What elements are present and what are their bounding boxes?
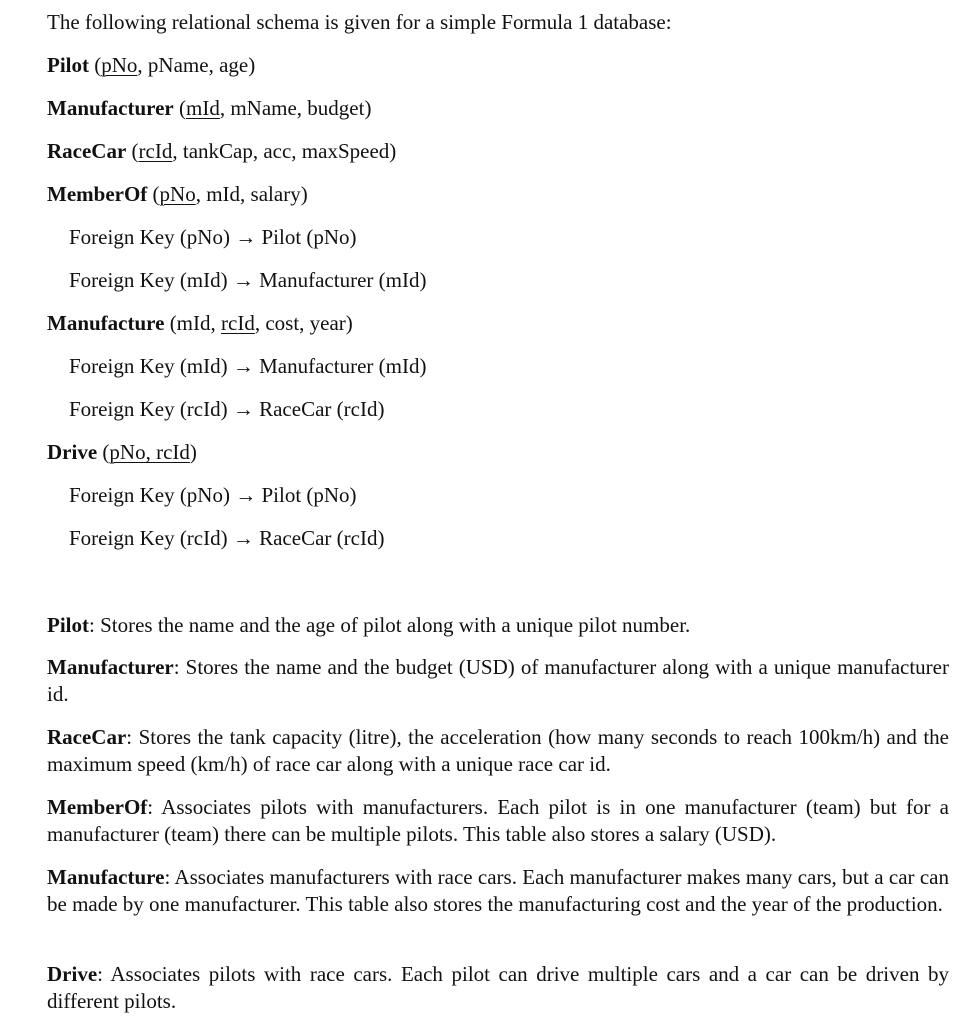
schema-manufacture-name: Manufacture xyxy=(47,311,165,335)
desc-drive xyxy=(47,961,949,1015)
desc-drive-term: Drive xyxy=(47,962,98,986)
schema-manufacture-attrs: , cost, year) xyxy=(254,311,353,335)
schema-manufacture-open: (mId, xyxy=(164,311,222,335)
schema-manufacturer-name: Manufacturer xyxy=(47,96,174,120)
schema-memberof-fk2: Foreign Key (mId) → Manufacturer (mId) xyxy=(69,268,427,292)
desc-memberof-text: : Associates pilots with manufacturers. Each pilot is in one manufacturer (team) but for a manufacturer (team) there can be multiple pilots. This table also stores a salary (USD). xyxy=(47,795,949,846)
schema-manufacturer-open: ( xyxy=(173,96,186,120)
desc-manufacturer-text: : Stores the name and the budget (USD) of manufacturer along with a unique manufacturer id. xyxy=(47,655,949,706)
schema-drive xyxy=(47,439,197,466)
desc-racecar-term: RaceCar xyxy=(47,725,127,749)
desc-manufacturer xyxy=(47,654,949,708)
desc-pilot xyxy=(47,612,949,639)
desc-pilot-term: Pilot xyxy=(47,613,89,637)
schema-drive-open: ( xyxy=(97,440,110,464)
schema-manufacture-key: rcId xyxy=(221,311,255,335)
desc-pilot-text: : Stores the name and the age of pilot along with a unique pilot number. xyxy=(89,613,691,637)
schema-pilot-attrs: , pName, age) xyxy=(137,53,256,77)
schema-racecar-name: RaceCar xyxy=(47,139,127,163)
desc-manufacture-term: Manufacture xyxy=(47,865,165,889)
desc-racecar-text: : Stores the tank capacity (litre), the acceleration (how many seconds to reach 100km/h) and the maximum speed (km/h) of race car along with a unique race car id. xyxy=(47,725,949,776)
schema-pilot-open: ( xyxy=(89,53,102,77)
schema-manufacture-fk1: Foreign Key (mId) → Manufacturer (mId) xyxy=(69,354,427,378)
schema-memberof-fk1: Foreign Key (pNo) → Pilot (pNo) xyxy=(69,225,357,249)
schema-drive-key2: rcId xyxy=(156,440,190,464)
schema-racecar-open: ( xyxy=(126,139,139,163)
schema-drive-key1: pNo xyxy=(109,440,146,464)
schema-memberof-open: ( xyxy=(147,182,160,206)
schema-manufacture-fk2: Foreign Key (rcId) → RaceCar (rcId) xyxy=(69,397,385,421)
schema-manufacture xyxy=(47,310,353,337)
schema-memberof-key: pNo xyxy=(159,182,196,206)
schema-memberof xyxy=(47,181,308,208)
schema-pilot-key: pNo xyxy=(101,53,138,77)
schema-drive-name: Drive xyxy=(47,440,98,464)
desc-manufacturer-term: Manufacturer xyxy=(47,655,174,679)
schema-drive-fk2: Foreign Key (rcId) → RaceCar (rcId) xyxy=(69,526,385,550)
schema-manufacturer-key: mId xyxy=(186,96,220,120)
schema-manufacturer-attrs: , mName, budget) xyxy=(219,96,372,120)
desc-memberof-term: MemberOf xyxy=(47,795,148,819)
schema-pilot-name: Pilot xyxy=(47,53,89,77)
schema-pilot xyxy=(47,52,255,79)
schema-racecar-key: rcId xyxy=(138,139,173,163)
schema-drive-sep: , xyxy=(145,440,157,464)
desc-manufacture-text: : Associates manufacturers with race cars. Each manufacturer makes many cars, but a car can be made by one manufacturer. This table also stores the manufacturing cost and the year of the production. xyxy=(47,865,949,916)
schema-racecar xyxy=(47,138,396,165)
desc-racecar xyxy=(47,724,949,778)
desc-memberof xyxy=(47,794,949,848)
schema-memberof-attrs: , mId, salary) xyxy=(195,182,308,206)
desc-manufacture xyxy=(47,864,949,918)
intro-text: The following relational schema is given for a simple Formula 1 database: xyxy=(47,10,672,34)
schema-drive-fk1: Foreign Key (pNo) → Pilot (pNo) xyxy=(69,483,357,507)
schema-memberof-name: MemberOf xyxy=(47,182,148,206)
schema-drive-close: ) xyxy=(189,440,197,464)
schema-manufacturer xyxy=(47,95,371,122)
schema-racecar-attrs: , tankCap, acc, maxSpeed) xyxy=(172,139,397,163)
desc-drive-text: : Associates pilots with race cars. Each pilot can drive multiple cars and a car can be driven by different pilots. xyxy=(47,962,949,1013)
